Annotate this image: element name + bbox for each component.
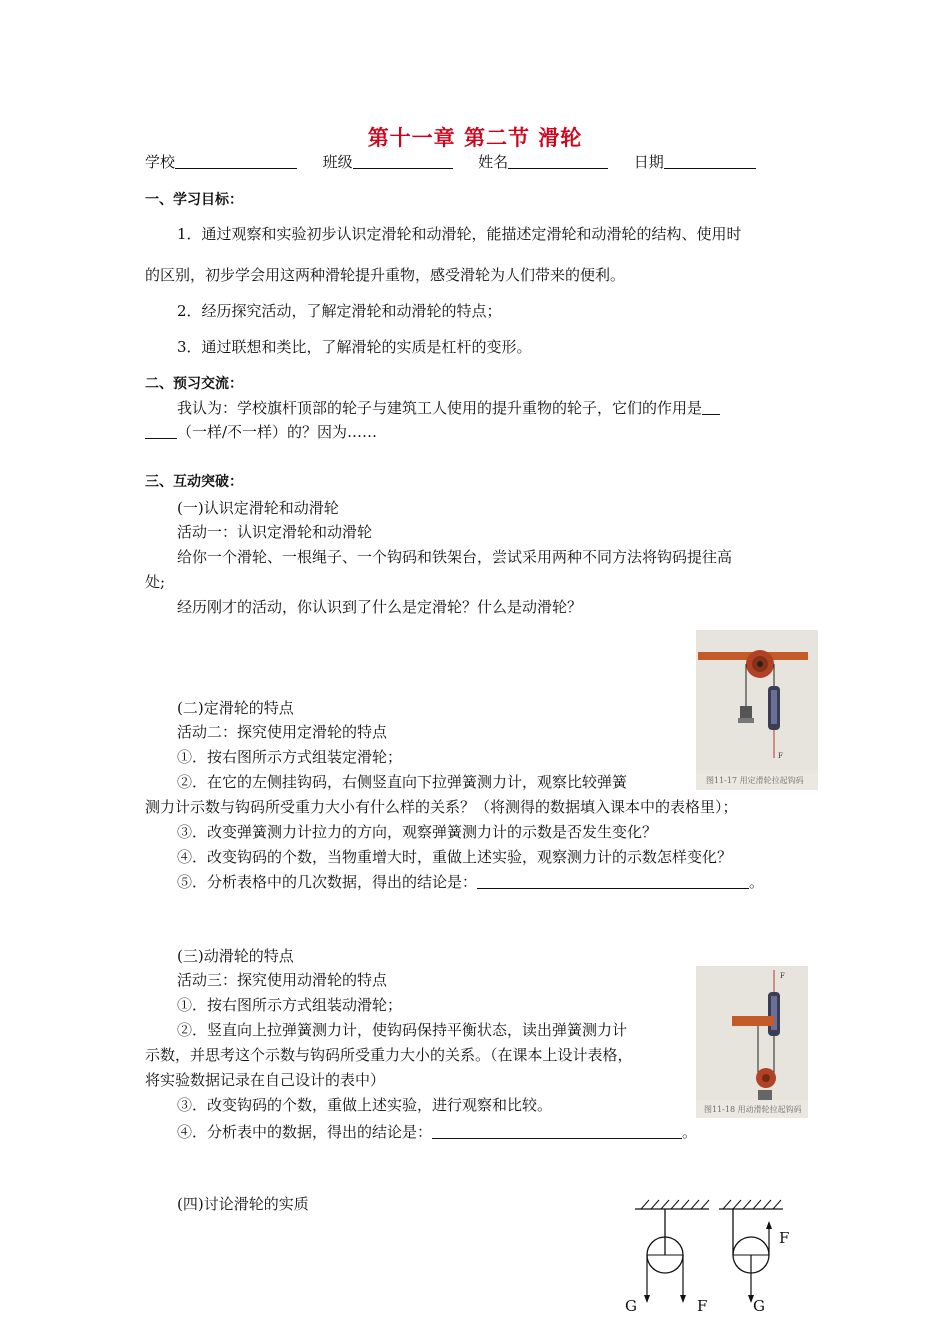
preview-line-2: [145, 420, 377, 444]
activity-3-step-1: ①．按右图所示方式组装动滑轮；: [177, 996, 403, 1014]
activity-3-step-4-text: ④．分析表中的数据，得出的结论是：: [177, 1123, 433, 1141]
name-label: 姓名: [478, 153, 509, 171]
date-blank[interactable]: [664, 154, 756, 169]
activity-2-step-2b: 测力计示数与钩码所受重力大小有什么样的关系？（将测得的数据填入课本中的表格里）；: [145, 798, 738, 816]
activity-2-step-5-text: ⑤．分析表格中的几次数据，得出的结论是：: [177, 873, 478, 891]
diagram-label-g1: G: [625, 1297, 637, 1315]
preview-text-1: 我认为：学校旗杆顶部的轮子与建筑工人使用的提升重物的轮子，它们的作用是: [177, 399, 703, 417]
diagram-label-f1: F: [697, 1297, 708, 1315]
activity-3-step-4-end: 。: [682, 1123, 698, 1141]
activity-1-text-b: 处;: [145, 573, 166, 591]
movable-pulley-figure: [696, 966, 808, 1118]
fig2-caption: 图11-18 用动滑轮拉起钩码: [704, 1105, 802, 1114]
activity-3-title: 活动三：探究使用动滑轮的特点: [177, 971, 388, 989]
conclusion-blank-1[interactable]: [477, 874, 749, 889]
fixed-pulley-figure: [696, 630, 818, 790]
preview-text-2: （一样/不一样）的？因为……: [177, 423, 378, 441]
activity-2-title: 活动二：探究使用定滑轮的特点: [177, 723, 388, 741]
school-blank[interactable]: [175, 154, 297, 169]
preview-line-1: [177, 396, 720, 420]
preview-blank-2[interactable]: [145, 424, 177, 439]
activity-3-step-2c: 将实验数据记录在自己设计的表中）: [145, 1071, 386, 1089]
subsection-2: (二)定滑轮的特点: [177, 699, 294, 717]
objective-3: 3．通过联想和类比，了解滑轮的实质是杠杆的变形。: [177, 338, 532, 356]
class-blank[interactable]: [353, 154, 453, 169]
activity-3-step-4: [177, 1120, 697, 1144]
section-2-heading: 二、预习交流：: [145, 376, 243, 392]
subsection-3: (三)动滑轮的特点: [177, 947, 294, 965]
objective-1a: 1．通过观察和实验初步认识定滑轮和动滑轮，能描述定滑轮和动滑轮的结构、使用时: [177, 225, 742, 243]
subsection-1: (一)认识定滑轮和动滑轮: [177, 499, 339, 517]
diagram-label-g2: G: [753, 1297, 765, 1315]
activity-2-step-4: ④．改变钩码的个数，当物重增大时，重做上述实验，观察测力计的示数怎样变化？: [177, 848, 733, 866]
conclusion-blank-2[interactable]: [432, 1124, 682, 1139]
school-label: 学校: [145, 153, 176, 171]
preview-blank-1[interactable]: [702, 400, 720, 415]
section-1-heading: 一、学习目标：: [145, 192, 243, 208]
activity-2-step-5-end: 。: [749, 873, 765, 891]
activity-3-step-2b: 示数，并思考这个示数与钩码所受重力大小的关系。（在课本上设计表格，: [145, 1046, 633, 1064]
page-title: 第十一章 第二节 滑轮: [367, 125, 583, 150]
activity-1-question: 经历刚才的活动，你认识到了什么是定滑轮？什么是动滑轮？: [177, 598, 583, 616]
fig2-f-mark: F: [780, 972, 785, 980]
activity-2-step-2a: ②．在它的左侧挂钩码，右侧竖直向下拉弹簧测力计，观察比较弹簧: [177, 773, 628, 791]
diagram-label-f2: F: [779, 1229, 790, 1247]
info-line: [145, 150, 756, 174]
activity-2-step-5: [177, 870, 764, 894]
objective-2: 2．经历探究活动，了解定滑轮和动滑轮的特点；: [177, 302, 502, 320]
fig1-f-mark: F: [778, 752, 783, 760]
pulley-lever-diagram: [615, 1195, 800, 1325]
activity-1-title: 活动一：认识定滑轮和动滑轮: [177, 523, 373, 541]
class-label: 班级: [322, 153, 353, 171]
activity-2-step-3: ③．改变弹簧测力计拉力的方向，观察弹簧测力计的示数是否发生变化？: [177, 823, 658, 841]
movable-pulley-illustration: [696, 966, 808, 1118]
date-label: 日期: [633, 153, 664, 171]
activity-1-text-a: 给你一个滑轮、一根绳子、一个钩码和铁架台，尝试采用两种不同方法将钩码提往高: [177, 548, 733, 566]
section-3-heading: 三、互动突破：: [145, 474, 243, 490]
activity-2-step-1: ①．按右图所示方式组装定滑轮；: [177, 748, 403, 766]
activity-3-step-2a: ②．竖直向上拉弹簧测力计，使钩码保持平衡状态，读出弹簧测力计: [177, 1021, 628, 1039]
name-blank[interactable]: [508, 154, 608, 169]
objective-1b: 的区别，初步学会用这两种滑轮提升重物，感受滑轮为人们带来的便利。: [145, 266, 626, 284]
fixed-pulley-illustration: [696, 630, 818, 790]
activity-3-step-3: ③．改变钩码的个数，重做上述实验，进行观察和比较。: [177, 1096, 553, 1114]
subsection-4: (四)讨论滑轮的实质: [177, 1195, 309, 1213]
fig1-caption: 图11-17 用定滑轮拉起钩码: [706, 776, 804, 785]
